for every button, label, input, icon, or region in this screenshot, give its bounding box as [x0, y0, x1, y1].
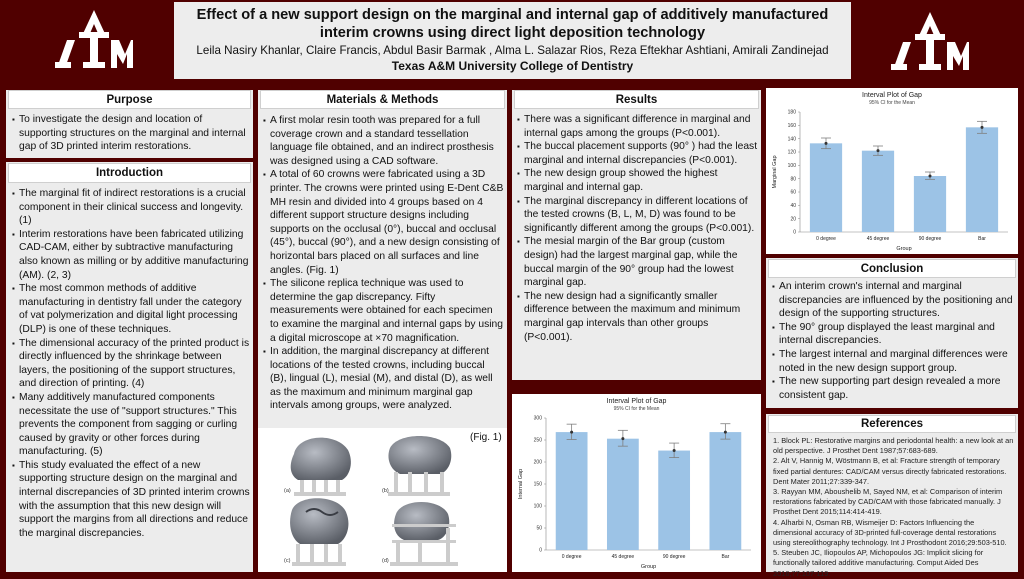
results-list [517, 113, 759, 344]
list-item: ▪ This study evaluated the effect of a new supporting structure design on the marginal and internal discrepancies of 3D printed interim crowns with the assumption that this new design will support the margins from all directions and reduce the marginal discrepancies. [12, 459, 250, 541]
crown-renderings [258, 428, 507, 572]
internal-gap-svg [512, 394, 761, 572]
list-item: ▪ A first molar resin tooth was prepared for a full coverage crown and a standard tessellation language file obtained, and an indirect prosthesis was designed using a CAD software. [263, 114, 504, 168]
mean-point [570, 431, 573, 434]
mean-point [825, 142, 828, 145]
y-tick-label: 20 [790, 216, 796, 223]
list-item: ▪ Interim restorations have been fabricated utilizing CAD-CAM, either by subtractive manufacturing also known as milling or by additive manufacturing (AM). (2, 3) [12, 228, 250, 282]
bar [914, 176, 946, 232]
atm-logo-left [55, 8, 133, 70]
mean-point [673, 449, 676, 452]
list-item: ▪ The new design group showed the highest marginal and internal gap. [517, 167, 759, 194]
x-tick-label: Bar [721, 554, 730, 560]
references-list [773, 436, 1015, 579]
list-item: ▪ There was a significant difference in marginal and internal gaps among the groups (P<0.001). [517, 113, 759, 140]
list-item: ▪ The marginal fit of indirect restorations is a crucial component in their clinical success and longevity. (1) [12, 187, 250, 228]
y-tick-label: 140 [787, 136, 796, 143]
conclusion-list [772, 280, 1014, 402]
bar [556, 432, 588, 550]
bar [607, 439, 639, 550]
atm-logo-glyph [891, 12, 969, 70]
y-tick-label: 100 [533, 503, 542, 510]
y-tick-label: 200 [533, 459, 542, 466]
methods-list [263, 114, 504, 413]
list-item: ▪ An interim crown's internal and marginal discrepancies are influenced by the positioning and design of the supporting structures. [772, 280, 1014, 321]
y-tick-label: 250 [533, 437, 542, 444]
x-axis-label: Group [896, 246, 912, 252]
list-item: ▪ In addition, the marginal discrepancy at different locations of the tested crowns, including buccal (B), lingual (L), mesial (M), and distal (D), as well as the maximum and minimum marginal gap intervals among groups, were analyzed. [263, 345, 504, 413]
crown-a [291, 438, 351, 496]
figure-caption: (Fig. 1) [470, 432, 502, 443]
figure-label-b: (b) [382, 488, 389, 494]
title-box [174, 2, 851, 79]
list-item: ▪ The 90° group displayed the least marginal and internal discrepancies. [772, 321, 1014, 348]
reference-item: 1. Block PL: Restorative margins and periodontal health: a new look at an old perspective. J Prosthet Dent 1987;57:683-689. [773, 436, 1014, 456]
list-item: ▪ The most common methods of additive manufacturing in dentistry fall under the category of vat polymerization and digital light processing (DLP) is one of these techniques. [12, 282, 250, 336]
introduction-heading: Introduction [8, 163, 251, 183]
x-tick-label: 0 degree [561, 554, 582, 560]
authors: Leila Nasiry Khanlar, Claire Francis, Abdul Basir Barmak , Alma L. Salazar Rios, Reza Eftekhar Ashtiani, Amirali Zandinejad [196, 44, 829, 57]
chart-title: Interval Plot of Gap [862, 92, 922, 99]
x-tick-label: 45 degree [866, 236, 890, 242]
list-item: ▪ A total of 60 crowns were fabricated using a 3D printer. The crowns were printed using E-Dent C&B MH resin and divided into 4 groups based on 4 different support structure designs including supports on the occlusal (0°), buccal and occlusal (45°), buccal (90°), and a new design consisting of horizontal bars placed on all surfaces and line angles. (Fig. 1) [263, 168, 504, 277]
list-item: ▪ Many additively manufactured components necessitate the use of "support structures." This prevents the component from sagging or curling caused by gravity or other forces during manufacturing. (5) [12, 391, 250, 459]
reference-item: 4. Alharbi N, Osman RB, Wismeijer D: Factors Influencing the dimensional accuracy of 3D-printed full-coverage dental restorations using stereolithography technology. Int J Prosthodont 2016;29:503-510. [773, 517, 1007, 548]
figure-1 [258, 428, 507, 572]
reference-item: 3. Rayyan MM, Aboushelib M, Sayed NM, et al: Comparison of interim restorations fabricated by CAD/CAM with those fabricated manually. J Prosthet Dent 2015;114:414-419. [773, 487, 1003, 517]
mean-point [877, 149, 880, 152]
crown-d [390, 502, 458, 566]
y-tick-label: 160 [787, 123, 796, 130]
list-item: ▪ The mesial margin of the Bar group (custom design) had the largest marginal gap, while the buccal margin of the 90° group had the lowest marginal gap. [517, 235, 759, 289]
marginal-gap-svg [766, 88, 1018, 254]
list-item: ▪ The largest internal and marginal differences were noted in the new design support group. [772, 348, 1014, 375]
y-tick-label: 300 [533, 415, 542, 422]
introduction-list [12, 187, 250, 540]
x-axis-label: Group [640, 564, 657, 570]
y-tick-label: 0 [539, 547, 542, 554]
y-tick-label: 0 [793, 229, 796, 236]
y-axis-label: Internal Gap [518, 468, 524, 500]
mean-point [929, 175, 932, 178]
bar [966, 127, 998, 232]
x-tick-label: Bar [978, 236, 986, 242]
mean-point [981, 126, 984, 129]
list-item: ▪ The dimensional accuracy of the printed product is directly influenced by the shrinkage between layers, the positioning of the support structures, and direction of printing. (4) [12, 337, 250, 391]
list-item: ▪ The buccal placement supports (90° ) had the least marginal and internal discrepancies (P<0.001). [517, 140, 759, 167]
x-tick-label: 45 degree [611, 554, 635, 560]
list-item: ▪ To investigate the design and location of supporting structures on the marginal and internal gap of 3D printed interim restorations. [12, 113, 248, 154]
bar [658, 451, 690, 550]
crown-c [290, 498, 348, 566]
figure-label-d: (d) [382, 558, 389, 564]
list-item: ▪ The new supporting part design revealed a more consistent gap. [772, 375, 1014, 402]
chart-subtitle: 95% CI for the Mean [613, 406, 660, 412]
methods-heading: Materials & Methods [260, 90, 505, 109]
figure-label-a: (a) [284, 488, 291, 494]
atm-logo-glyph [55, 10, 133, 68]
y-tick-label: 80 [790, 176, 796, 183]
y-tick-label: 100 [787, 163, 796, 170]
purpose-list [12, 113, 248, 154]
poster-title: Effect of a new support design on the marginal and internal gap of additively manufactured interim crowns using direct light deposition technology [196, 7, 829, 41]
bar [810, 143, 842, 232]
y-tick-label: 60 [790, 189, 796, 196]
y-tick-label: 50 [536, 525, 542, 532]
institution: Texas A&M University College of Dentistry [391, 59, 634, 73]
y-axis-label: Marginal Gap [772, 155, 778, 189]
atm-logo-right [891, 10, 969, 72]
y-tick-label: 40 [790, 203, 796, 210]
figure-label-c: (c) [284, 558, 291, 564]
conclusion-heading: Conclusion [768, 259, 1016, 278]
results-heading: Results [514, 90, 759, 109]
chart-subtitle: 95% CI for the Mean [869, 100, 915, 106]
list-item: ▪ The marginal discrepancy in different locations of the tested crowns (B, L, M, D) was found to be significantly different among the groups (P<0.001). [517, 195, 759, 236]
crown-b [388, 436, 451, 496]
x-tick-label: 90 degree [662, 554, 686, 560]
references-heading: References [768, 415, 1016, 433]
reference-item: 2. Alt V, Hannig M, Wöstmann B, et al: Fracture strength of temporary fixed partial dentures: CAD/CAM versus directly fabricated restorations. Dent Mater 2011;27:339-347. [773, 456, 1007, 486]
y-tick-label: 150 [533, 481, 542, 488]
chart-title: Interval Plot of Gap [606, 398, 667, 405]
y-tick-label: 180 [787, 109, 796, 116]
y-tick-label: 120 [787, 149, 796, 156]
mean-point [724, 431, 727, 434]
x-tick-label: 0 degree [816, 236, 836, 242]
list-item: ▪ The new design had a significantly smaller difference between the maximum and minimum marginal gap intervals than other groups (P<0.001). [517, 290, 759, 344]
purpose-heading: Purpose [8, 90, 251, 109]
marginal-gap-chart [766, 88, 1018, 254]
mean-point [621, 437, 624, 440]
reference-item: 5. Steuben JC, Iliopoulos AP, Michopoulos JG: Implicit slicing for functionally tailored additive manufacturing. Comput Aided Des 2016;77:107-119. [773, 548, 984, 578]
list-item: ▪ The silicone replica technique was used to determine the gap discrepancy. Fifty measurements were obtained for each specimen to examine the marginal and internal gaps by using a digital microscope at ×70 magnification. [263, 277, 504, 345]
bar [709, 432, 741, 550]
bar [862, 151, 894, 232]
x-tick-label: 90 degree [918, 236, 942, 242]
internal-gap-chart [512, 394, 761, 572]
